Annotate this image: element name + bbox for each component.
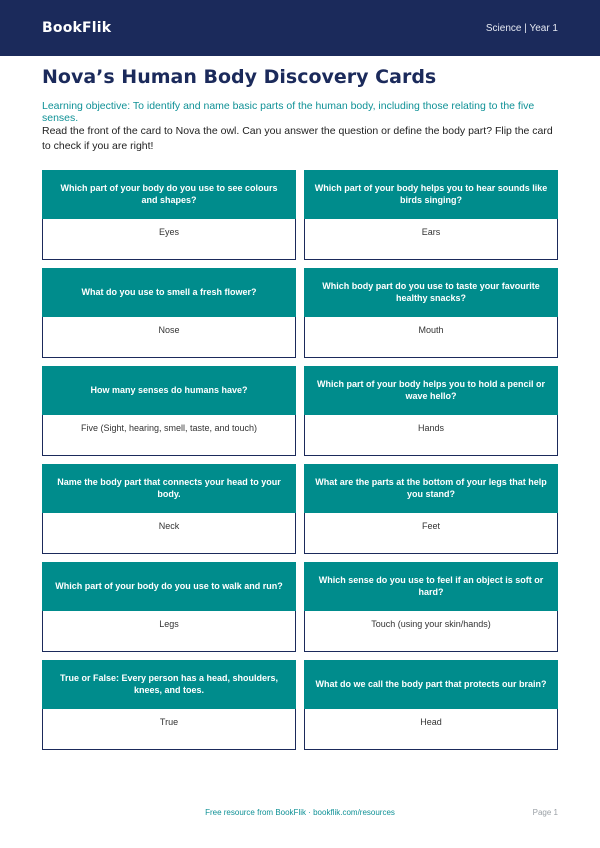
card-row bbox=[42, 562, 558, 652]
card-question: What are the parts at the bottom of your legs that help you stand? bbox=[304, 464, 558, 513]
card-answer: Eyes bbox=[42, 219, 296, 260]
flash-card bbox=[304, 366, 558, 456]
flash-card bbox=[304, 660, 558, 750]
footer-link[interactable]: Free resource from BookFlik · bookflik.com/resources bbox=[205, 808, 395, 817]
page-title: Nova’s Human Body Discovery Cards bbox=[42, 66, 437, 88]
card-answer: Neck bbox=[42, 513, 296, 554]
card-answer: Feet bbox=[304, 513, 558, 554]
card-answer: Hands bbox=[304, 415, 558, 456]
card-answer: True bbox=[42, 709, 296, 750]
card-question: True or False: Every person has a head, shoulders, knees, and toes. bbox=[42, 660, 296, 709]
flash-card bbox=[42, 660, 296, 750]
card-row bbox=[42, 660, 558, 750]
card-answer: Ears bbox=[304, 219, 558, 260]
flash-card bbox=[304, 170, 558, 260]
flash-card bbox=[42, 268, 296, 358]
card-question: Which body part do you use to taste your favourite healthy snacks? bbox=[304, 268, 558, 317]
card-question: Which part of your body do you use to see colours and shapes? bbox=[42, 170, 296, 219]
top-bar bbox=[0, 0, 600, 56]
flash-card bbox=[304, 268, 558, 358]
card-row bbox=[42, 268, 558, 358]
flash-card bbox=[42, 170, 296, 260]
card-row bbox=[42, 366, 558, 456]
card-question: What do we call the body part that protects our brain? bbox=[304, 660, 558, 709]
card-answer: Five (Sight, hearing, smell, taste, and touch) bbox=[42, 415, 296, 456]
card-answer: Touch (using your skin/hands) bbox=[304, 611, 558, 652]
flash-card bbox=[42, 464, 296, 554]
flash-card bbox=[42, 562, 296, 652]
flash-card bbox=[304, 562, 558, 652]
card-question: Which part of your body helps you to hear sounds like birds singing? bbox=[304, 170, 558, 219]
flash-card bbox=[304, 464, 558, 554]
card-answer: Head bbox=[304, 709, 558, 750]
card-answer: Legs bbox=[42, 611, 296, 652]
card-question: Name the body part that connects your head to your body. bbox=[42, 464, 296, 513]
flash-card bbox=[42, 366, 296, 456]
instructions: Read the front of the card to Nova the owl. Can you answer the question or define the body part? Flip the card to check if you are right! bbox=[42, 125, 553, 152]
page-number: Page 1 bbox=[532, 808, 558, 817]
subject-label: Science | Year 1 bbox=[485, 22, 558, 34]
card-row bbox=[42, 170, 558, 260]
brand-logo[interactable]: BookFlik bbox=[42, 20, 112, 36]
card-answer: Nose bbox=[42, 317, 296, 358]
card-question: Which part of your body helps you to hold a pencil or wave hello? bbox=[304, 366, 558, 415]
card-question: Which sense do you use to feel if an object is soft or hard? bbox=[304, 562, 558, 611]
learning-objective: Learning objective: To identify and name basic parts of the human body, including those relating to the five senses. bbox=[42, 100, 535, 124]
card-answer: Mouth bbox=[304, 317, 558, 358]
card-question: Which part of your body do you use to walk and run? bbox=[42, 562, 296, 611]
cards-grid bbox=[42, 170, 558, 758]
card-row bbox=[42, 464, 558, 554]
card-question: How many senses do humans have? bbox=[42, 366, 296, 415]
card-question: What do you use to smell a fresh flower? bbox=[42, 268, 296, 317]
